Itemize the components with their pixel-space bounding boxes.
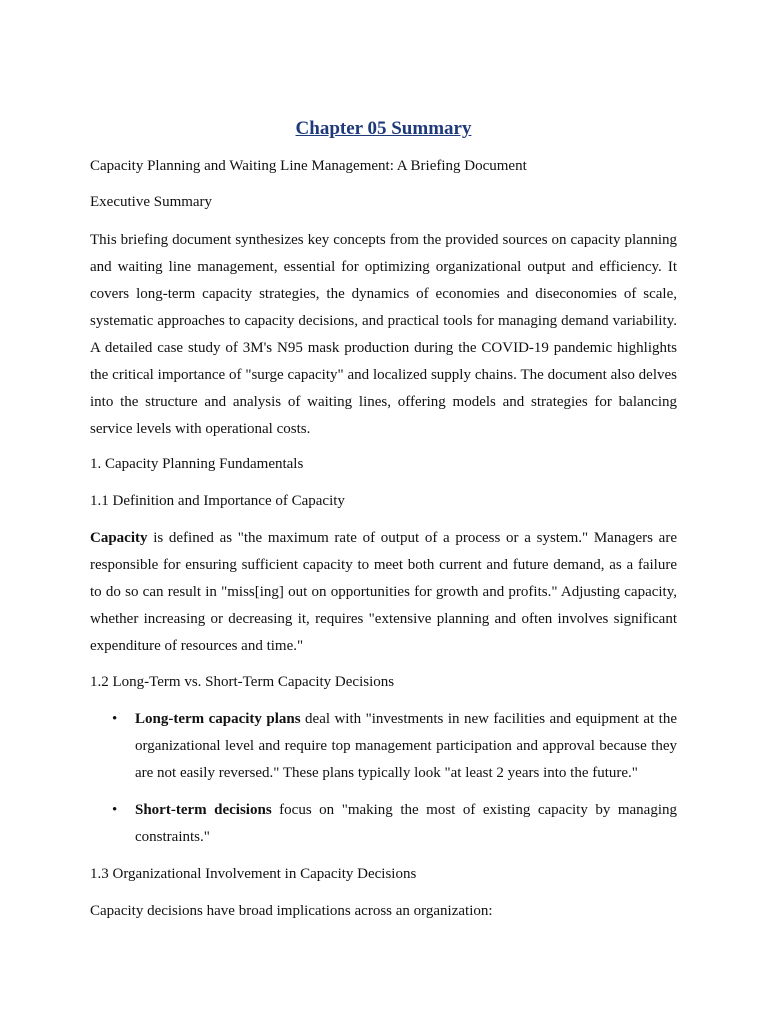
capacity-definition-text: is defined as "the maximum rate of output of a process or a system." Managers are responsible for ensuring sufficient capacity to meet both current and future demand, as a failure to do so can result in "miss[ing] out on opportunities for growth and profits." Adjusting capacity, whether increasing or decreasing it, requires "extensive planning and often involves significant expenditure of resources and time." bbox=[90, 530, 677, 654]
bullet-text: focus on "making the most of existing capacity by managing constraints." bbox=[135, 802, 677, 845]
section-1-3-heading: 1.3 Organizational Involvement in Capacity Decisions bbox=[90, 866, 417, 882]
section-1-heading: 1. Capacity Planning Fundamentals bbox=[90, 456, 304, 472]
capacity-decisions-list bbox=[90, 706, 677, 861]
document-subtitle: Capacity Planning and Waiting Line Management: A Briefing Document bbox=[90, 158, 527, 174]
capacity-definition-paragraph bbox=[90, 525, 677, 660]
section-1-2-heading: 1.2 Long-Term vs. Short-Term Capacity Decisions bbox=[90, 674, 395, 690]
section-1-1-heading: 1.1 Definition and Importance of Capacity bbox=[90, 493, 345, 509]
bullet-icon: • bbox=[112, 711, 118, 727]
bullet-term: Short-term decisions bbox=[135, 802, 272, 818]
section-1-3-paragraph: Capacity decisions have broad implications across an organization: bbox=[90, 903, 493, 919]
executive-summary-paragraph: This briefing document synthesizes key concepts from the provided sources on capacity planning and waiting line management, essential for optimizing organizational output and efficiency. It covers long-term capacity strategies, the dynamics of economies and diseconomies of scale, systematic approaches to capacity decisions, and practical tools for managing demand variability. A detailed case study of 3M's N95 mask production during the COVID-19 pandemic highlights the critical importance of "surge capacity" and localized supply chains. The document also delves into the structure and analysis of waiting lines, offering models and strategies for balancing service levels with operational costs. bbox=[90, 232, 677, 437]
capacity-term: Capacity bbox=[90, 530, 148, 546]
list-item bbox=[90, 797, 677, 851]
bullet-term: Long-term capacity plans bbox=[135, 711, 301, 727]
executive-summary-heading: Executive Summary bbox=[90, 194, 213, 210]
bullet-icon: • bbox=[112, 802, 118, 818]
bullet-text: deal with "investments in new facilities and equipment at the organizational level and require top management participation and approval because they are not easily reversed." These plans typically look "at least 2 years into the future." bbox=[135, 711, 677, 781]
list-item bbox=[90, 706, 677, 787]
document-title: Chapter 05 Summary bbox=[295, 118, 472, 139]
